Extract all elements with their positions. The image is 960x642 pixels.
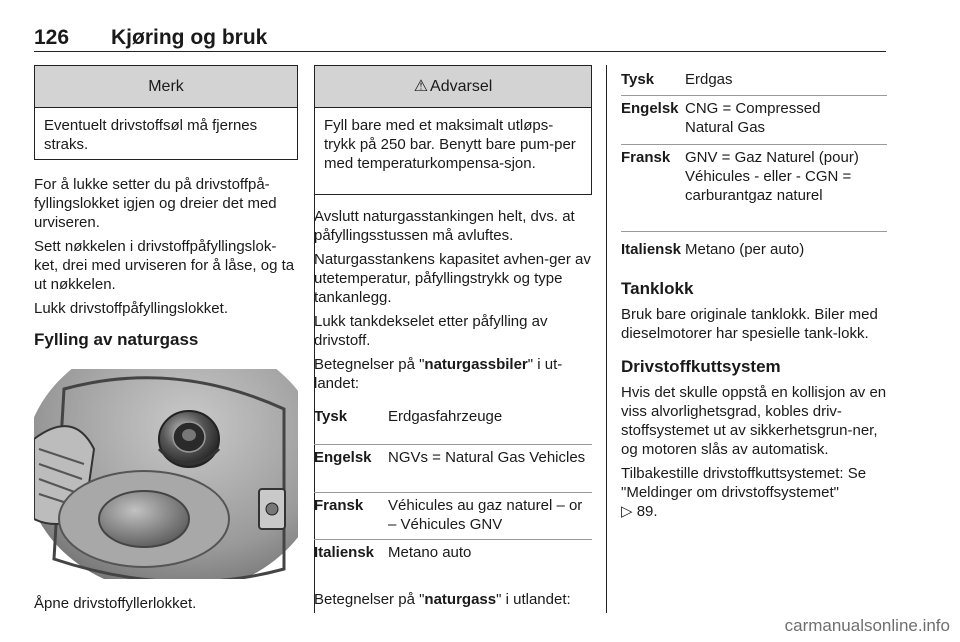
table-key: Italiensk [621, 241, 682, 258]
term-table [621, 70, 887, 260]
warning-title: Advarsel [430, 78, 493, 95]
paragraph: Avslutt naturgasstankingen helt, dvs. at påfyllingsstussen må avluftes. [314, 208, 575, 244]
warning-title-bar [315, 66, 591, 108]
table-key: Italiensk [314, 544, 375, 561]
table-value: CNG = Compressed Natural Gas [685, 100, 821, 136]
table-key: Engelsk [314, 449, 372, 466]
text-fragment: " i ut-landet: [314, 356, 563, 392]
paragraph [621, 464, 887, 521]
table-row [621, 70, 887, 96]
paragraph [314, 355, 592, 393]
paragraph: Hvis det skulle oppstå en kollisjon av en viss alvorlighetsgrad, kobles driv-stoffsystemet ut av sikkerhetsgrun-ner, og motoren slås av automatisk. [621, 384, 887, 458]
header-rule [34, 51, 886, 52]
paragraph: Lukk tankdekselet etter påfylling av drivstoff. [314, 313, 548, 349]
table-value: Véhicules au gaz naturel – or – Véhicules GNV [388, 497, 583, 533]
warning-triangle-icon: ⚠ [413, 78, 429, 95]
warning-box [314, 65, 592, 195]
section-heading: Drivstoffkuttsystem [621, 357, 781, 376]
column-2 [314, 65, 592, 609]
column-divider-2 [606, 65, 607, 613]
term-table [314, 407, 592, 576]
column-3 [621, 70, 887, 521]
paragraph: Lukk drivstoffpåfyllingslokket. [34, 300, 228, 317]
table-row [314, 445, 592, 493]
table-value: Erdgas [685, 71, 733, 88]
table-row [621, 96, 887, 145]
fuel-filler-illustration [34, 369, 298, 579]
column-1 [34, 65, 298, 613]
bold-term: naturgass [424, 591, 497, 608]
table-row [314, 407, 592, 445]
page-reference-link[interactable]: 89. [636, 503, 658, 520]
photo-caption: Åpne drivstoffyllerlokket. [34, 595, 197, 612]
table-value: Erdgasfahrzeuge [388, 408, 503, 425]
watermark: carmanualsonline.info [784, 616, 950, 635]
text-fragment: Betegnelser på " [314, 356, 425, 373]
warning-body: Fyll bare med et maksimalt utløps-trykk på 250 bar. Benytt bare pum-per med temperaturkompensa-sjon. [324, 117, 576, 172]
fuel-filler-photo [34, 369, 298, 579]
table-row [621, 232, 887, 260]
bold-term: naturgassbiler [424, 356, 528, 373]
paragraph: Naturgasstankens kapasitet avhen-ger av utetemperatur, påfyllingstrykk og type tankanlegg. [314, 251, 591, 306]
table-value: Metano (per auto) [685, 241, 805, 258]
section-heading: Fylling av naturgass [34, 330, 199, 349]
table-key: Tysk [314, 408, 348, 425]
text-fragment: Betegnelser på " [314, 591, 425, 608]
page-title: Kjøring og bruk [111, 26, 268, 49]
paragraph [314, 590, 592, 609]
table-key: Fransk [314, 497, 364, 514]
section-heading: Tanklokk [621, 279, 694, 298]
table-key: Fransk [621, 149, 671, 166]
table-row [621, 145, 887, 232]
page-number: 126 [34, 26, 70, 49]
table-value: Metano auto [388, 544, 472, 561]
table-key: Tysk [621, 71, 655, 88]
note-box [34, 65, 298, 160]
text-fragment: Tilbakestille drivstoffkuttsystemet: Se "Meldinger om drivstoffsystemet" [621, 465, 867, 501]
text-fragment: " i utlandet: [496, 591, 571, 608]
note-title: Merk [35, 66, 297, 108]
page-header [34, 26, 886, 52]
table-key: Engelsk [621, 100, 679, 117]
table-value: NGVs = Natural Gas Vehicles [388, 449, 586, 466]
table-row [314, 540, 592, 576]
table-value: GNV = Gaz Naturel (pour) Véhicules - eller - CGN = carburantgaz naturel [685, 149, 859, 204]
page-reference-icon: ▷ [621, 503, 633, 520]
paragraph: For å lukke setter du på drivstoffpå-fyllingslokket igjen og dreier det med urviseren. [34, 176, 277, 231]
paragraph: Sett nøkkelen i drivstoffpåfyllingslok-ket, drei med urviseren for å låse, og ta ut nøkkelen. [34, 238, 295, 293]
table-row [314, 493, 592, 540]
paragraph: Bruk bare originale tanklokk. Biler med dieselmotorer har spesielle tank-lokk. [621, 306, 878, 342]
note-body: Eventuelt drivstoffsøl må fjernes straks. [44, 117, 258, 153]
